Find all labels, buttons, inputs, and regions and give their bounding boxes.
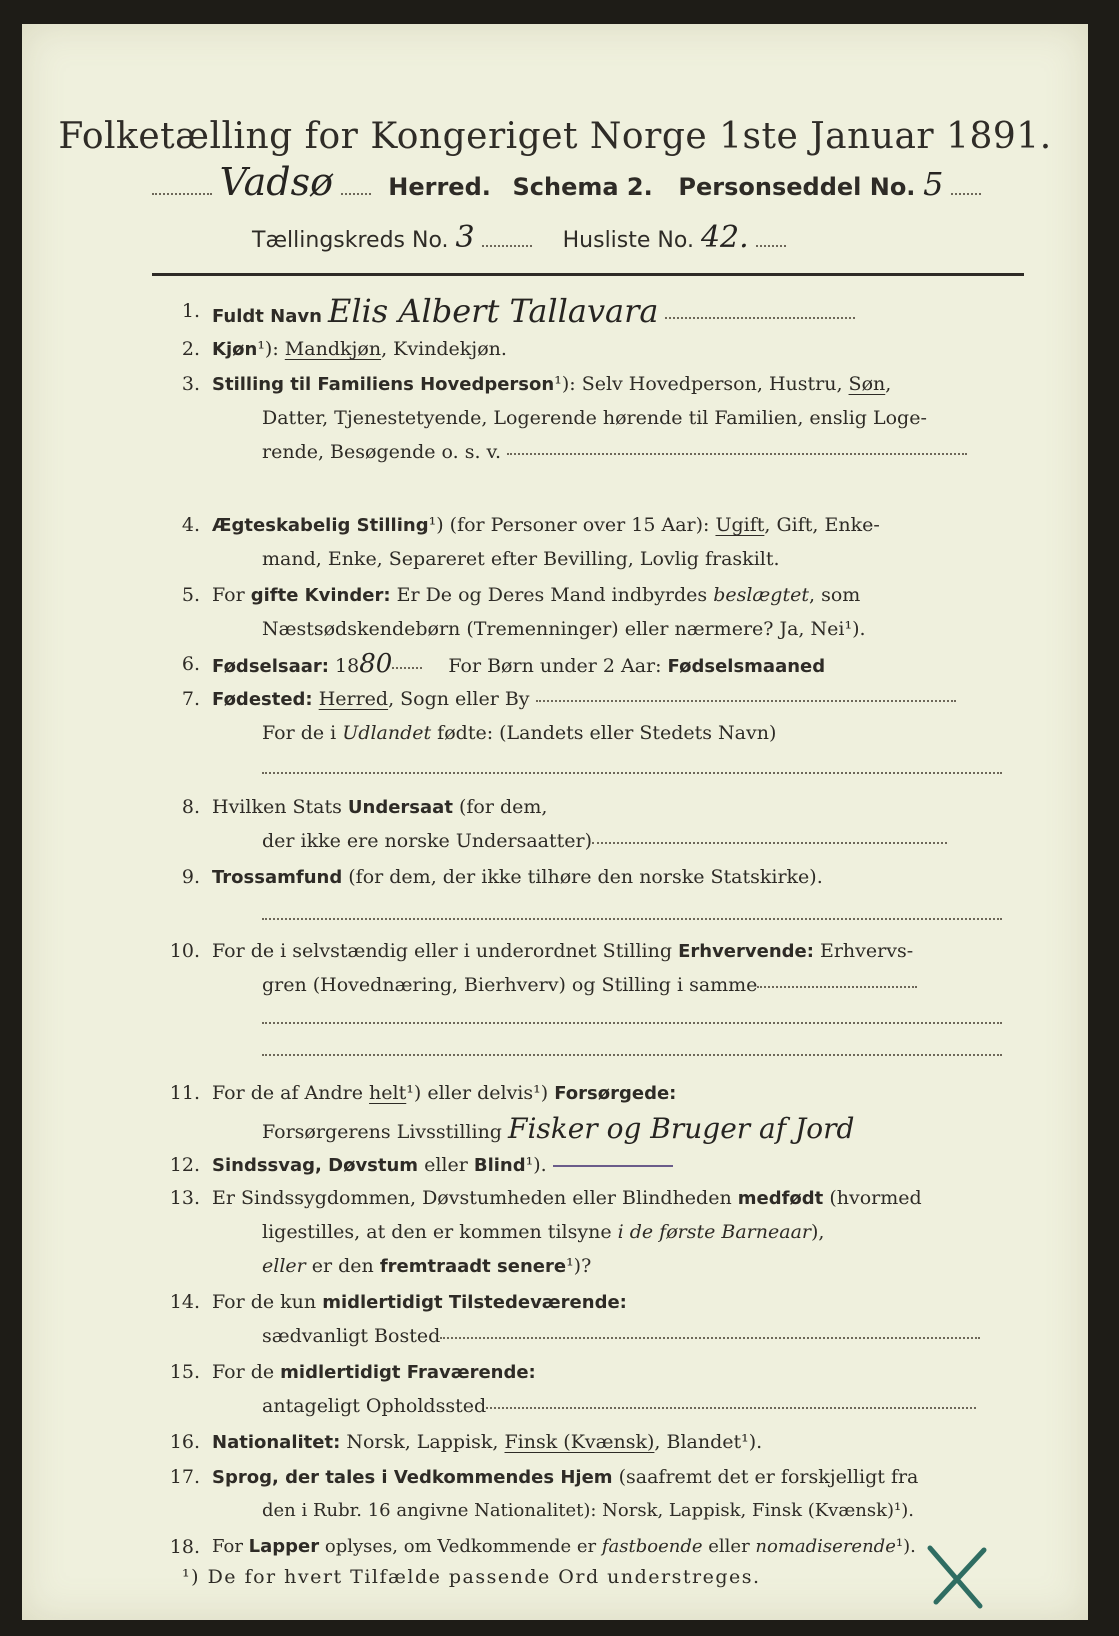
ugift-selected: Ugift — [715, 514, 765, 536]
field-13: 13. Er Sindssygdommen, Døvstumheden eller Blindheden medfødt (hvormed ligestilles, at den er kommen tilsyne i de første Barneaar), eller er den fremtraadt senere¹)? — [169, 1187, 922, 1277]
helt-selected: helt — [369, 1082, 407, 1104]
field-9: 9. Trossamfund (for dem, der ikke tilhøre den norske Statskirke). — [152, 860, 1032, 930]
handwritten-dash — [553, 1165, 673, 1167]
herred-handwritten: Vadsø — [219, 160, 333, 204]
husliste-label: Husliste No. — [562, 228, 694, 253]
field-5: 5. For gifte Kvinder: Er De og Deres Mand indbyrdes beslægtet, som Næstsødskendebørn (Tremenninger) eller nærmere? Ja, Nei¹). — [181, 584, 866, 640]
header-line-1 — [152, 160, 981, 204]
field-1: 1. Fuldt Navn Elis Albert Tallavara — [152, 294, 1032, 334]
field-4: 4. Ægteskabelig Stilling¹) (for Personer over 15 Aar): Ugift, Gift, Enke- mand, Enke, Separeret efter Bevilling, Lovlig fraskilt. — [181, 514, 880, 570]
field-8: 8. Hvilken Stats Undersaat (for dem, der ikke ere norske Undersaatter) — [152, 790, 1032, 860]
field-1-label: Fuldt Navn — [212, 306, 322, 327]
husliste-number: 42. — [700, 220, 749, 255]
field-3: 3. Stilling til Familiens Hovedperson¹): Selv Hovedperson, Hustru, Søn, Datter, Tjenestetyende, Logerende hørende til Familien, enslig Loge- rende, Besøgende o. s. v. — [152, 367, 1032, 477]
herred-label: Herred. — [388, 173, 491, 201]
form-title: Folketælling for Kongeriget Norge 1ste Januar 1891. — [58, 116, 1052, 157]
schema-label: Schema 2. — [512, 173, 653, 201]
taellingskreds-number: 3 — [455, 220, 475, 255]
handwritten-cross-mark — [922, 1542, 992, 1612]
field-11: 11. For de af Andre helt¹) eller delvis¹) Forsørgede: Forsørgerens Livsstilling Fisker og Bruger af Jord — [169, 1082, 855, 1145]
header-line-2 — [252, 220, 786, 255]
field-15: 15. For de midlertidigt Fraværende: antageligt Opholdssted — [152, 1355, 1032, 1425]
fodselsaar-value: 80 — [359, 649, 393, 679]
fuldt-navn-value: Elis Albert Tallavara — [327, 292, 659, 330]
finsk-selected: Finsk (Kvænsk) — [504, 1431, 655, 1453]
field-7: 7. Fødested: Herred, Sogn eller By For de i Udlandet fødte: (Landets eller Stedets Navn) — [152, 682, 1032, 782]
mandkjon-selected: Mandkjøn — [284, 338, 382, 360]
herred-selected: Herred — [318, 688, 389, 710]
forsorger-livsstilling-value: Fisker og Bruger af Jord — [508, 1112, 855, 1145]
header-rule — [152, 273, 1024, 276]
field-10: 10. For de i selvstændig eller i underordnet Stilling Erhvervende: Erhvervs- gren (Hovednæring, Bierhverv) og Stilling i samme — [152, 934, 1032, 1044]
census-form: Folketælling for Kongeriget Norge 1ste Januar 1891. Vadsø Herred. Schema 2. Personseddel No. 5 Tællingskreds No. 3 Husliste No. 42. 1. Fuldt Navn Elis Albert Tallavara 2. Kjøn¹): Mandkjøn, Kvindekjøn. 3. Stilling til Familiens Hovedperson¹): Selv Hovedperson, Hustru, Søn, Datter, Tjenestetyende, Logerende hørende til Familien, enslig Loge- rende, Besøgende o. s. v. 4. Ægteskabelig Stilling¹) (for Personer over 15 Aar): Ugift, Gift, Enke- mand, Enke, Separeret efter Bevilling, Lovlig fraskilt. 5. For gifte Kvinder: Er De og Deres Mand indbyrdes beslægtet, som Næstsødskendebørn (Tremenninger) eller nærmere? Ja, Nei¹). 6. Fødselsaar: 1880 For Børn under 2 Aar: Fødselsmaaned 7. Fødested: Herred, Sogn eller By For de i Udlandet fødte: (Landets eller Stedets Navn) 8. Hvilken Stats Undersaat (for dem, der ikke ere norske Undersaatter) 9. Trossamfund (for dem, der ikke tilhøre den norske Statskirke). 10. For de i selvstændig eller i underordnet Stilling Erhvervende: Erhvervs- gren (Hovednæring, Bierhverv) og Stilling i samme 11. For de af Andre helt¹) eller delvis¹) Forsørgede: Forsørgerens Livsstilling Fisker og Bruger af Jord 12. Sindssvag, Døvstum eller Blind¹). 13. Er Sindssygdommen, Døvstumheden eller Blindheden medfødt (hvormed ligestilles, at den er kommen tilsyne i de første Barneaar), eller er den fremtraadt senere¹)? 14. For de kun midlertidigt Tilstedeværende: sædvanligt Bosted 15. For de midlertidigt Fraværende: antageligt Opholdssted 16. Nationalitet: Norsk, Lappisk, Finsk (Kvænsk), Blandet¹). 17. Sprog, der tales i Vedkommendes Hjem (saafremt det er forskjelligt fra den i Rubr. 16 angivne Nationalitet): Norsk, Lappisk, Finsk (Kvænsk)¹). 18. For Lapper oplyses, om Vedkommende er fastboende eller nomadiserende¹). ¹) De for hvert Tilfælde passende Ord understreges. — [22, 24, 1088, 1620]
footnote: ¹) De for hvert Tilfælde passende Ord understreges. — [182, 1566, 761, 1588]
personseddel-label: Personseddel No. — [678, 173, 916, 201]
son-selected: Søn — [848, 373, 886, 395]
personseddel-number: 5 — [923, 165, 944, 203]
taellingskreds-label: Tællingskreds No. — [252, 228, 449, 253]
field-14: 14. For de kun midlertidigt Tilstedeværende: sædvanligt Bosted — [152, 1285, 1032, 1355]
field-17: 17. Sprog, der tales i Vedkommendes Hjem (saafremt det er forskjelligt fra den i Rubr. 16 angivne Nationalitet): Norsk, Lappisk, Finsk (Kvænsk)¹). — [169, 1466, 919, 1521]
